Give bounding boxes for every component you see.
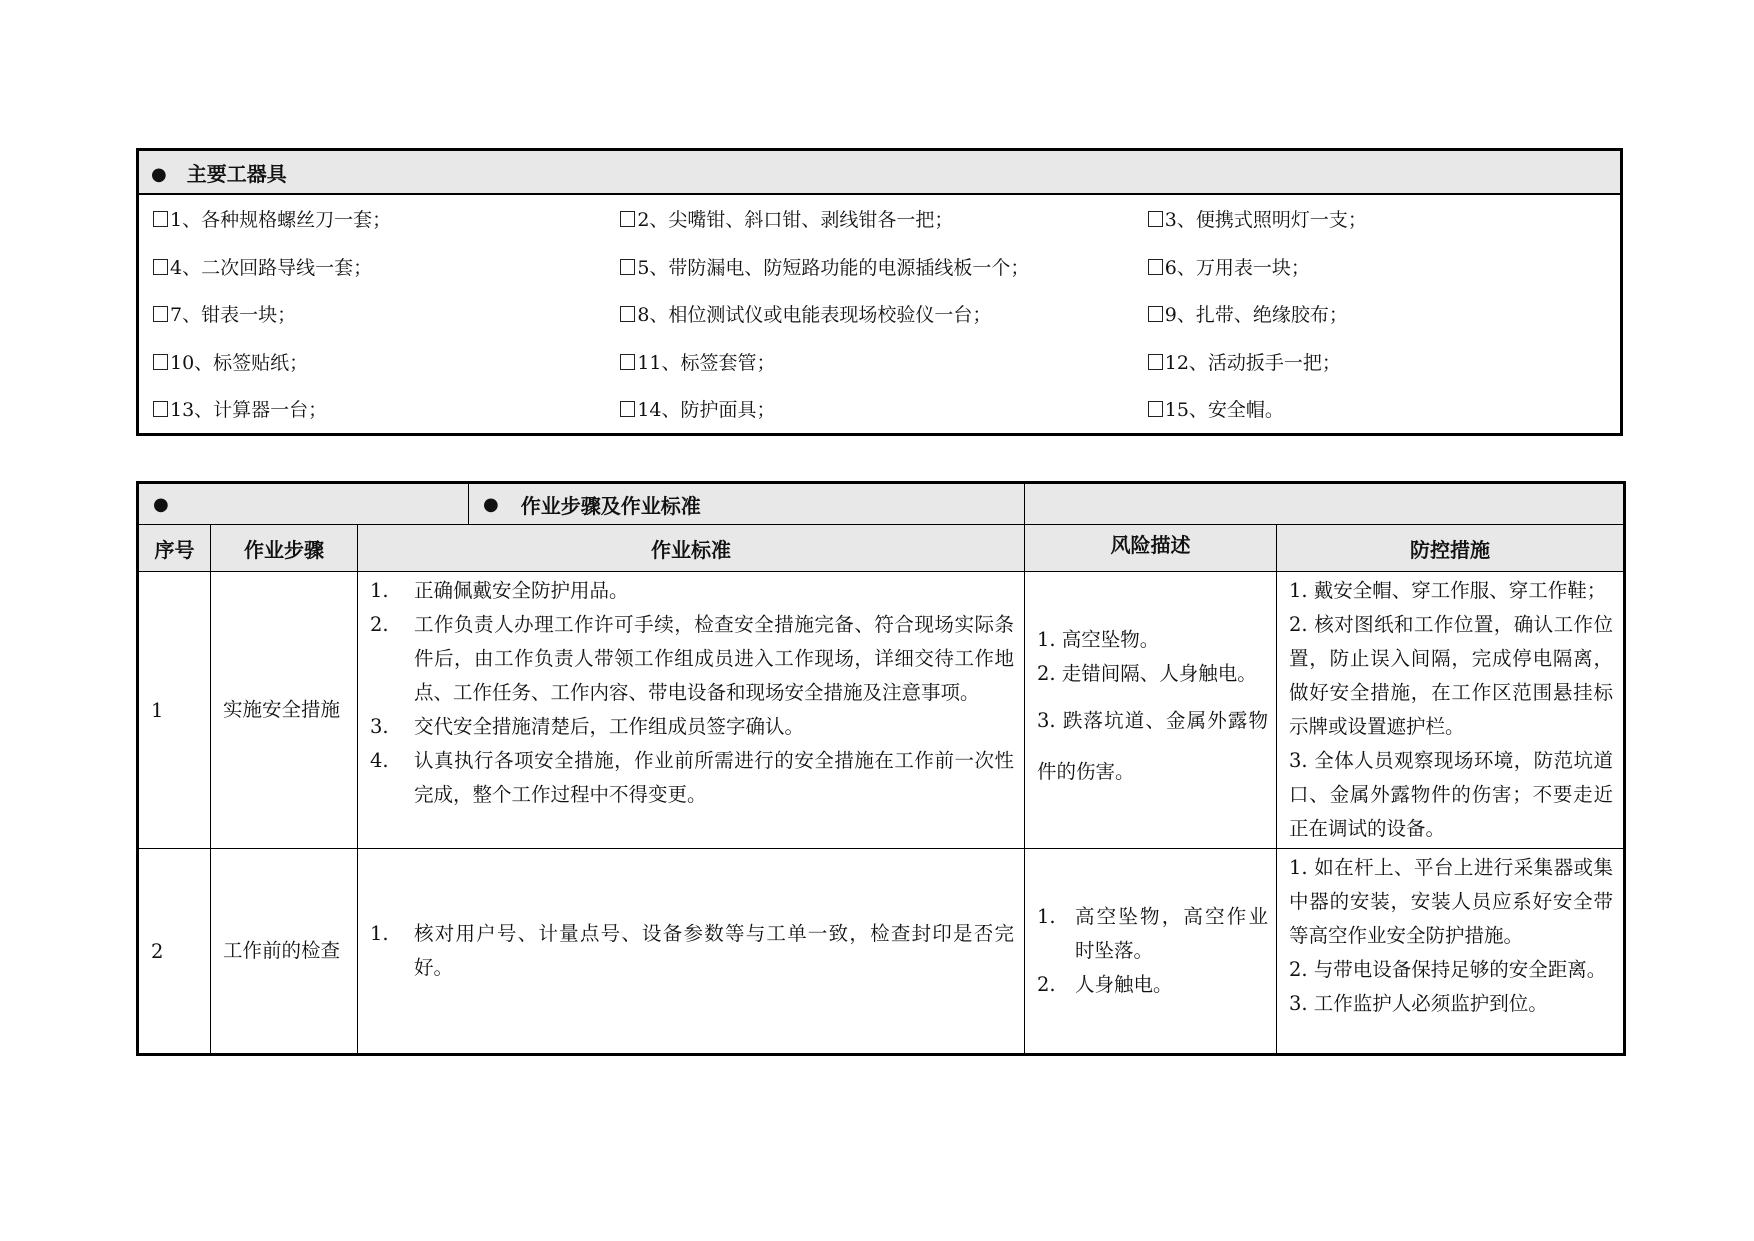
- col-header-step: 作业步骤: [211, 525, 358, 572]
- list-item: 3. 全体人员观察现场环境，防范坑道口、金属外露物件的伤害；不要走近正在调试的设备。: [1289, 749, 1613, 840]
- tool-item[interactable]: 10、标签贴纸；: [138, 338, 621, 386]
- checkbox-icon[interactable]: [1148, 306, 1163, 322]
- row-control: [1277, 849, 1625, 1055]
- row-no: 2: [138, 849, 211, 1055]
- list-item: 2. 人身触电。: [1037, 973, 1173, 996]
- list-item: 1. 如在杆上、平台上进行采集器或集中器的安装，安装人员应系好安全带等高空作业安全防护措施。: [1289, 856, 1613, 947]
- col-header-standard: 作业标准: [358, 525, 1025, 572]
- bullet-icon: ●: [151, 163, 167, 185]
- bullet-icon: ●: [153, 493, 169, 515]
- tool-item[interactable]: 8、相位测试仪或电能表现场校验仪一台；: [620, 290, 1147, 338]
- tool-item[interactable]: 15、安全帽。: [1148, 385, 1622, 434]
- table-row: [138, 572, 1625, 849]
- row-risk: [1025, 572, 1277, 849]
- tools-title: 主要工器具: [186, 161, 287, 186]
- list-item: 2. 工作负责人办理工作许可手续，检查安全措施完备、符合现场实际条件后，由工作负责人带领工作组成员进入工作现场，详细交待工作地点、工作任务、工作内容、带电设备和现场安全措施及注意事项。: [370, 613, 1014, 704]
- row-standard: [358, 572, 1025, 849]
- col-header-no: 序号: [138, 525, 211, 572]
- row-standard: [358, 849, 1025, 1055]
- list-item: 1. 高空坠物，高空作业时坠落。: [1037, 905, 1268, 962]
- checkbox-icon[interactable]: [1148, 211, 1163, 227]
- row-step: 实施安全措施: [211, 572, 358, 849]
- checkbox-icon[interactable]: [153, 306, 168, 322]
- steps-title: 作业步骤及作业标准: [520, 493, 701, 518]
- tool-item[interactable]: 6、万用表一块；: [1148, 243, 1622, 291]
- list-item: 2. 与带电设备保持足够的安全距离。: [1289, 958, 1607, 981]
- steps-table: [136, 481, 1626, 1056]
- list-item: 4. 认真执行各项安全措施，作业前所需进行的安全措施在工作前一次性完成，整个工作过程中不得变更。: [370, 749, 1014, 806]
- list-item: 1. 高空坠物。: [1037, 628, 1160, 651]
- checkbox-icon[interactable]: [1148, 401, 1163, 417]
- list-item: 1. 戴安全帽、穿工作服、穿工作鞋；: [1289, 579, 1607, 602]
- list-item: 1. 核对用户号、计量点号、设备参数等与工单一致，检查封印是否完好。: [370, 922, 1014, 979]
- list-item: 3. 交代安全措施清楚后，工作组成员签字确认。: [370, 715, 805, 738]
- row-control: [1277, 572, 1625, 849]
- tool-item[interactable]: 4、二次回路导线一套；: [138, 243, 621, 291]
- row-no: 1: [138, 572, 211, 849]
- checkbox-icon[interactable]: [620, 306, 635, 322]
- list-item: 1. 正确佩戴安全防护用品。: [370, 579, 629, 602]
- col-header-risk: 风险描述: [1025, 525, 1277, 572]
- checkbox-icon[interactable]: [153, 401, 168, 417]
- tool-item[interactable]: 9、扎带、绝缘胶布；: [1148, 290, 1622, 338]
- tool-item[interactable]: 5、带防漏电、防短路功能的电源插线板一个；: [620, 243, 1147, 291]
- tools-header: [138, 150, 1622, 195]
- list-item: 3. 工作监护人必须监护到位。: [1289, 992, 1548, 1015]
- tool-item[interactable]: 11、标签套管；: [620, 338, 1147, 386]
- tool-item[interactable]: 14、防护面具；: [620, 385, 1147, 434]
- tool-item[interactable]: 1、各种规格螺丝刀一套；: [138, 194, 621, 243]
- checkbox-icon[interactable]: [153, 259, 168, 275]
- col-header-control: 防控措施: [1277, 525, 1625, 572]
- tool-item[interactable]: 2、尖嘴钳、斜口钳、剥线钳各一把；: [620, 194, 1147, 243]
- table-row: [138, 849, 1625, 1055]
- checkbox-icon[interactable]: [620, 211, 635, 227]
- tools-table: [136, 148, 1623, 436]
- checkbox-icon[interactable]: [620, 401, 635, 417]
- list-item: 2. 核对图纸和工作位置，确认工作位置，防止误入间隔，完成停电隔离，做好安全措施，在工作区范围悬挂标示牌或设置遮护栏。: [1289, 613, 1613, 738]
- tool-item[interactable]: 12、活动扳手一把；: [1148, 338, 1622, 386]
- row-risk: [1025, 849, 1277, 1055]
- checkbox-icon[interactable]: [153, 211, 168, 227]
- list-item: 2. 走错间隔、人身触电。: [1037, 662, 1257, 685]
- tool-item[interactable]: 3、便携式照明灯一支；: [1148, 194, 1622, 243]
- checkbox-icon[interactable]: [1148, 354, 1163, 370]
- list-item: 3. 跌落坑道、金属外露物件的伤害。: [1037, 709, 1268, 783]
- bullet-icon: ●: [483, 493, 499, 515]
- checkbox-icon[interactable]: [620, 259, 635, 275]
- tool-item[interactable]: 7、钳表一块；: [138, 290, 621, 338]
- checkbox-icon[interactable]: [153, 354, 168, 370]
- tool-item[interactable]: 13、计算器一台；: [138, 385, 621, 434]
- steps-header: [138, 483, 1025, 525]
- row-step: 工作前的检查: [211, 849, 358, 1055]
- checkbox-icon[interactable]: [620, 354, 635, 370]
- steps-header-fill: [1025, 483, 1625, 525]
- checkbox-icon[interactable]: [1148, 259, 1163, 275]
